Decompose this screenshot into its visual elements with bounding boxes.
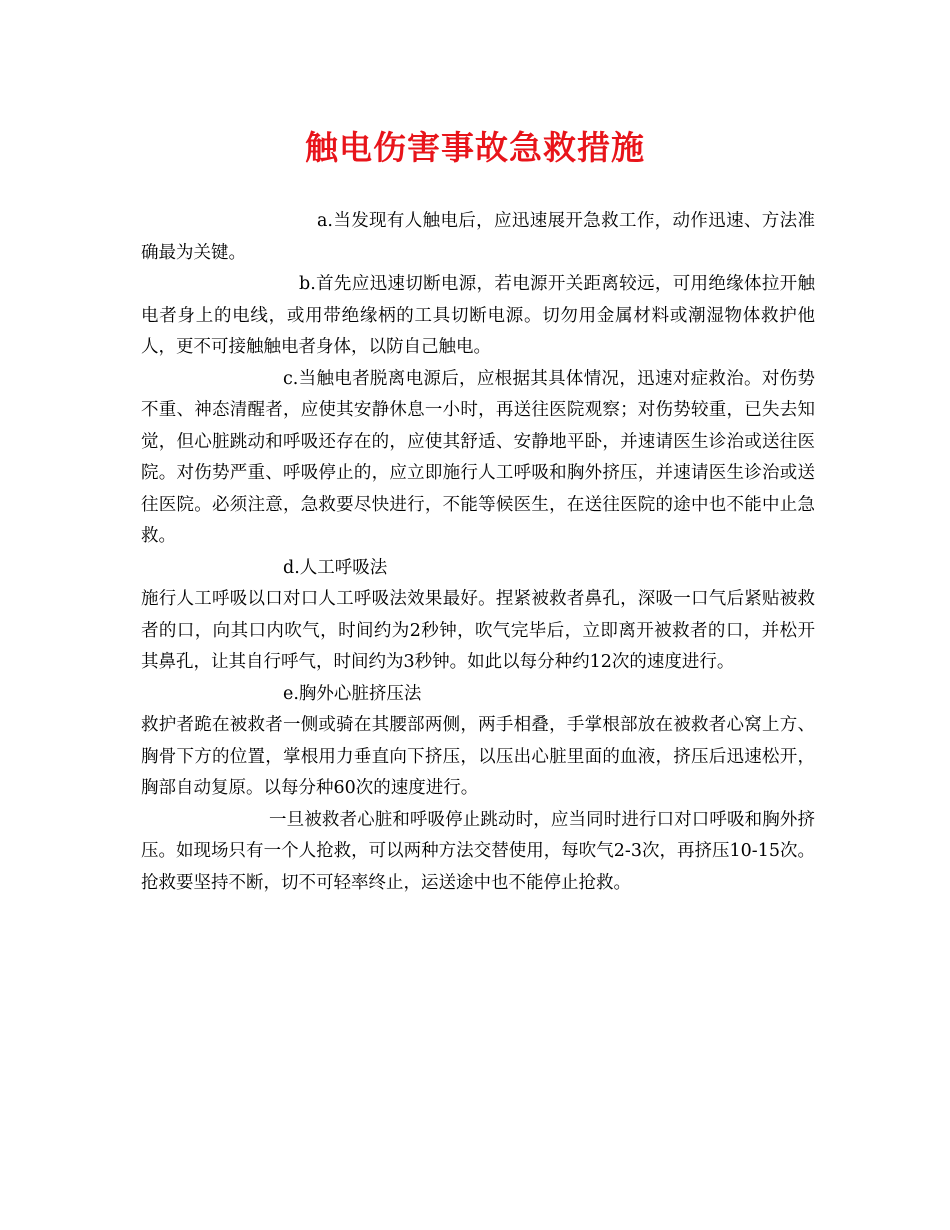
section-e-heading: e.胸外心脏挤压法 [283, 683, 422, 704]
paragraph-c: c.当触电者脱离电源后，应根据其具体情况，迅速对症救治。对伤势不重、神态清醒者，应使其安静休息一小时，再送往医院观察；对伤势较重，已失去知觉，但心脏跳动和呼吸还存在的，应使其舒适、安静地平卧，并速请医生诊治或送往医院。对伤势严重、呼吸停止的，应立即施行人工呼吸和胸外挤压，并速请医生诊治或送往医院。必须注意，急救要尽快进行，不能等候医生，在送往医院的途中也不能中止急救。 [141, 368, 815, 546]
section-d-heading: d.人工呼吸法 [283, 557, 388, 578]
section-e-body: 救护者跪在被救者一侧或骑在其腰部两侧，两手相叠，手掌根部放在被救者心窝上方、胸骨下方的位置，掌根用力垂直向下挤压，以压出心脏里面的血液，挤压后迅速松开，胸部自动复原。以每分种60次的速度进行。 [141, 715, 815, 798]
section-d-body: 施行人工呼吸以口对口人工呼吸法效果最好。捏紧被救者鼻孔，深吸一口气后紧贴被救者的口，向其口内吹气，时间约为2秒钟，吹气完毕后，立即离开被救者的口，并松开其鼻孔，让其自行呼气，时间约为3秒钟。如此以每分种约12次的速度进行。 [141, 589, 815, 672]
document-body [141, 206, 815, 899]
page-title: 触电伤害事故急救措施 [305, 128, 645, 167]
closing-paragraph: 一旦被救者心脏和呼吸停止跳动时，应当同时进行口对口呼吸和胸外挤压。如现场只有一个人抢救，可以两种方法交替使用，每吹气2-3次，再挤压10-15次。抢救要坚持不断，切不可轻率终止，运送途中也不能停止抢救。 [141, 809, 815, 893]
paragraph-a: a.当发现有人触电后，应迅速展开急救工作，动作迅速、方法准确最为关键。 [141, 211, 815, 263]
paragraph-b: b.首先应迅速切断电源，若电源开关距离较远，可用绝缘体拉开触电者身上的电线，或用带绝缘柄的工具切断电源。切勿用金属材料或潮湿物体救护他人，更不可接触触电者身体，以防自己触电。 [141, 274, 815, 357]
